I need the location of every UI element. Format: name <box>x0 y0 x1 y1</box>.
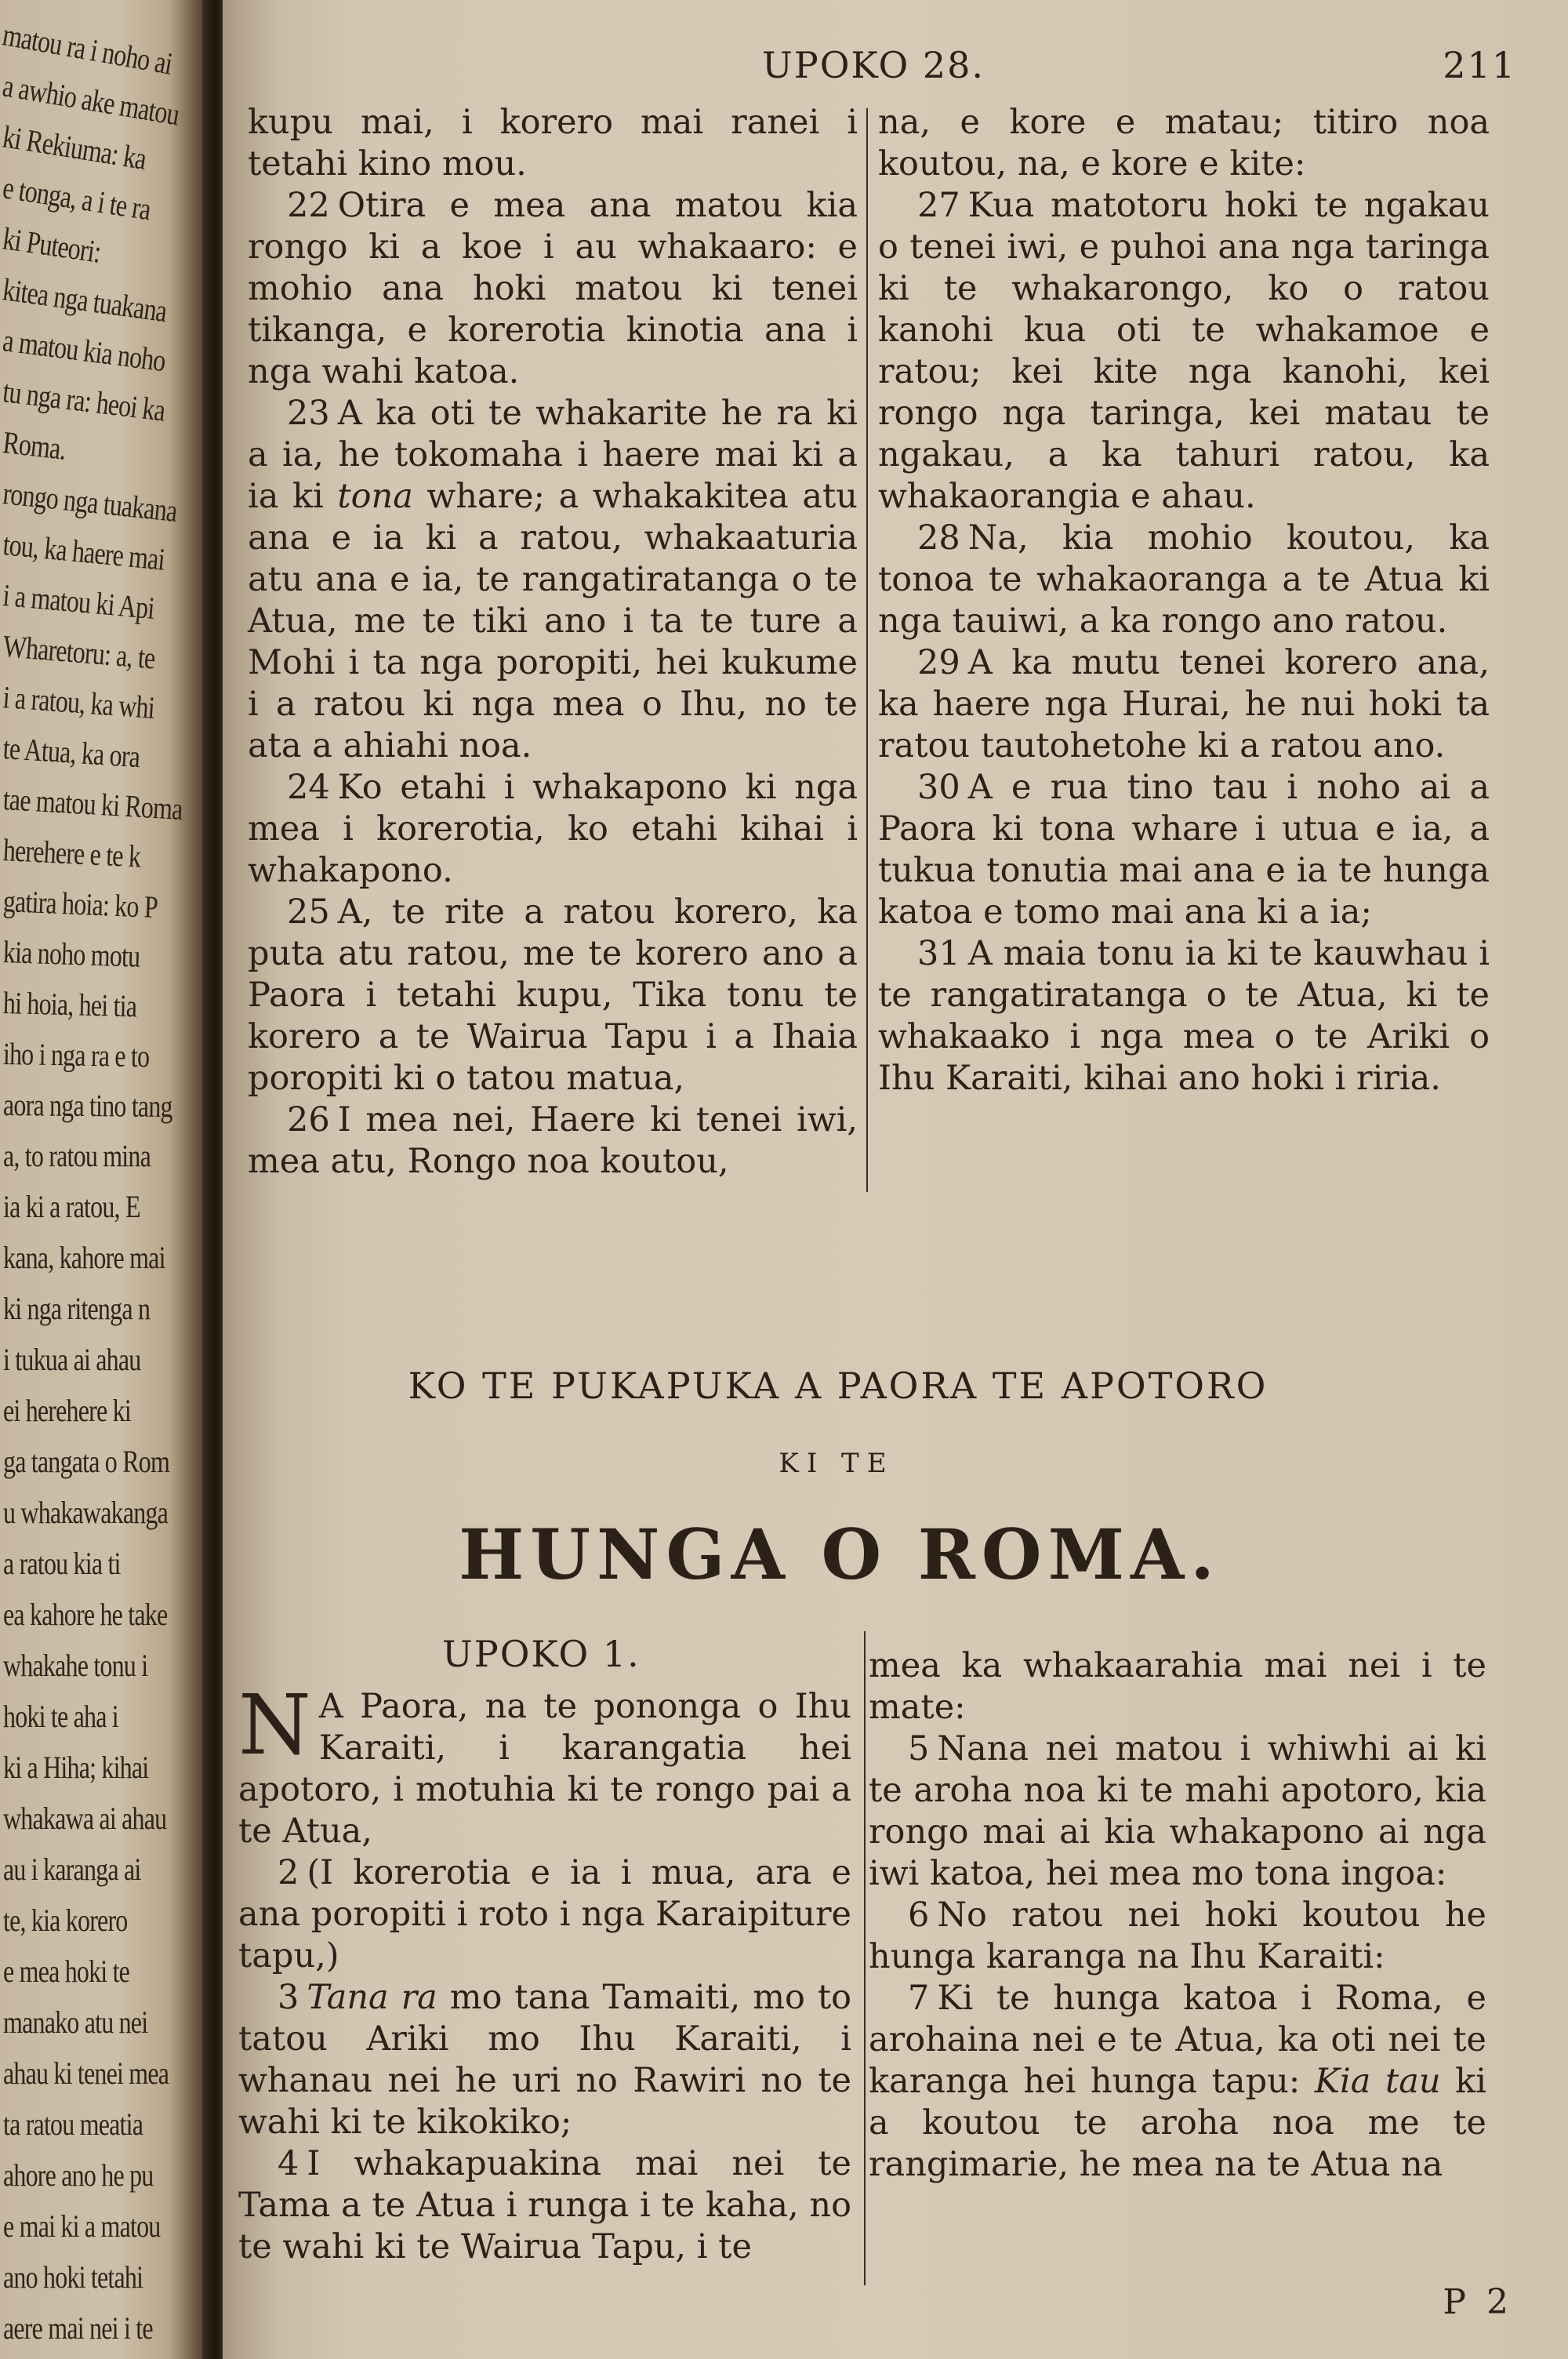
verse-number: 6 <box>908 1896 930 1935</box>
book-title-main: HUNGA O ROMA. <box>459 1514 1221 1595</box>
verse-text: A ka oti te whakarite he ra ki a ia, he tokomaha i haere mai ki a ia ki <box>248 394 858 516</box>
verse-number: 30 <box>917 768 960 807</box>
left-page-text-fragment: a matou kia noho <box>1 322 168 379</box>
left-page-text-fragment: whakawa ai ahau <box>3 1801 167 1836</box>
left-page-text-fragment: Wharetoru: a, te <box>2 628 157 676</box>
left-page-text-fragment: ei herehere ki <box>3 1393 131 1428</box>
verse <box>238 1852 851 1977</box>
left-page-text-fragment: aora nga tino tang <box>2 1087 172 1125</box>
verse-italic-text: Tana ra <box>307 1978 437 2017</box>
verse-number: 27 <box>917 186 960 225</box>
left-page-text-fragment: i tukua ai ahau <box>3 1342 141 1377</box>
verse-text: mo tana Tamaiti, mo to tatou Ariki mo Ihu Karaiti, i whanau nei he uri no Rawiri no te wahi ki te kikokiko; <box>238 1978 851 2142</box>
verse-italic-text: tona <box>337 477 413 516</box>
left-page-text-fragment: a awhio ake matou <box>0 67 182 133</box>
verse-number: 4 <box>278 2144 299 2183</box>
top-right-column <box>878 102 1490 1100</box>
verse-text: mea ka whakaarahia mai nei i te mate: <box>869 1646 1486 1727</box>
verse <box>869 1978 1486 2186</box>
left-page-text-fragment: a ratou kia ti <box>3 1546 121 1581</box>
left-page-text-fragment: ahau ki tenei mea <box>3 2055 169 2091</box>
left-page-text-fragment: e mai ki a matou <box>3 2208 161 2244</box>
left-page-text-fragment: ea kahore he take <box>3 1597 168 1632</box>
bottom-left-verses <box>238 1852 851 2268</box>
verse-text: ki a koutou te aroha noa me te rangimarie, he mea na te Atua na <box>869 2062 1486 2184</box>
page-number: 211 <box>1443 44 1516 86</box>
left-page-text-fragment: kana, kahore mai <box>3 1240 165 1275</box>
verse <box>248 185 858 393</box>
verse <box>878 933 1490 1100</box>
left-page-text-fragment: gatira hoia: ko P <box>2 883 158 925</box>
verse <box>248 102 858 185</box>
verse-number: 26 <box>287 1100 330 1140</box>
left-page-text-fragment: hoki te aha i <box>3 1699 118 1734</box>
verse-text: A maia tonu ia ki te kauwhau i te rangatiratanga o te Atua, ki te whakaako i nga mea o te Ariki o Ihu Karaiti, kihai ano hoki i riria. <box>878 934 1490 1098</box>
drop-cap: N <box>238 1677 311 1773</box>
left-facing-page <box>0 0 212 2359</box>
left-page-text-fragment: ki a Hiha; kihai <box>3 1750 149 1785</box>
left-page-text-fragment: au i karanga ai <box>3 1852 141 1887</box>
left-page-text-fragment: matou ra i noho ai <box>0 16 176 82</box>
left-page-text-fragment: i a ratou, ka whi <box>2 679 156 725</box>
left-page-text-fragment: tou, ka haere mai <box>1 526 166 577</box>
verse-text: No ratou nei hoki koutou he hunga karanga na Ihu Karaiti: <box>869 1896 1486 1976</box>
verse-text: I whakapuakina mai nei te Tama a te Atua i runga i te kaha, no te wahi ki te Wairua Tapu, i te <box>238 2144 851 2266</box>
verse <box>878 518 1490 642</box>
verse-number: 29 <box>917 643 960 682</box>
verse-text: whare; a whakakitea atu ana e ia ki a ratou, whakaaturia atu ana e ia, te rangatiratanga o te Atua, me te tiki ano i ta te ture a Mohi i ta nga poropiti, hei kukume i a ratou ki nga mea o Ihu, no te ata a ahiahi noa. <box>248 477 858 765</box>
verse-text: I mea nei, Haere ki tenei iwi, mea atu, Rongo noa koutou, <box>248 1100 858 1181</box>
bottom-right-column <box>869 1645 1486 2186</box>
left-page-text-fragment: whakahe tonu i <box>3 1648 148 1683</box>
left-page-text-fragment: ano hoki tetahi <box>3 2259 143 2295</box>
bottom-left-column <box>238 1677 851 2268</box>
verse <box>878 102 1490 185</box>
verse-text: Otira e mea ana matou kia rongo ki a koe i au whakaaro: e mohio ana hoki matou ki tenei tikanga, e korerotia kinotia ana i nga wahi katoa. <box>248 186 858 391</box>
left-page-text-fragment: ki Puteori: <box>0 220 103 270</box>
verse-text: Ki te hunga katoa i Roma, e arohaina nei e te Atua, ka oti nei te karanga hei hunga tapu: <box>869 1979 1486 2101</box>
chapter-heading: UPOKO 1. <box>442 1633 641 1675</box>
verse-text: Nana nei matou i whiwhi ai ki te aroha noa ki te mahi apotoro, kia rongo mai ai kia whakapono ai nga iwi katoa, hei mea mo tona ingoa: <box>869 1729 1486 1893</box>
verse <box>248 767 858 892</box>
verse <box>238 2143 851 2268</box>
left-page-text-fragment: aere mai nei i te <box>3 2310 153 2346</box>
left-page-text-fragment: e mea hoki te <box>3 1954 130 1989</box>
left-page-text-fragment: ki Rekiuma: ka <box>0 118 149 176</box>
top-left-column <box>248 102 858 1183</box>
verse <box>869 1645 1486 1728</box>
left-page-text-fragment: ia ki a ratou, E <box>3 1189 140 1224</box>
verse-text: A Paora, na te pononga o Ihu Karaiti, i karangatia hei apotoro, i motuhia ki te rongo pai a te Atua, <box>238 1687 851 1851</box>
column-rule-bottom <box>864 1631 866 2285</box>
verse <box>248 892 858 1100</box>
left-page-text-fragment: hi hoia, hei tia <box>2 985 137 1024</box>
running-head-title: UPOKO 28. <box>762 44 985 86</box>
left-page-text-fragment: a, to ratou mina <box>2 1138 151 1174</box>
left-page-text-fragment: e tonga, a i te ra <box>0 169 154 227</box>
verse-number: 7 <box>908 1979 930 2018</box>
left-page-text-fragment: iho i nga ra e to <box>2 1036 150 1074</box>
left-page-text-fragment: ga tangata o Rom <box>3 1444 170 1479</box>
verse-number: 23 <box>287 394 330 433</box>
book-title-line-1: KO TE PUKAPUKA A PAORA TE APOTORO <box>408 1365 1269 1407</box>
left-page-text-fragment: kia noho motu <box>2 934 141 974</box>
right-page <box>223 0 1568 2359</box>
verse-number: 2 <box>278 1853 299 1892</box>
verse-number: 3 <box>278 1978 299 2017</box>
column-rule-top <box>866 108 868 1192</box>
verse-number: 22 <box>287 186 330 225</box>
verse <box>248 393 858 767</box>
left-page-text-fragment: ta ratou meatia <box>3 2106 143 2142</box>
left-page-text-fragment: ahore ano he pu <box>3 2157 154 2193</box>
verse-text: (I korerotia e ia i mua, ara e ana poropiti i roto i nga Karaipiture tapu,) <box>238 1853 851 1976</box>
left-page-text-fragment: u whakawakanga <box>3 1495 169 1530</box>
verse <box>238 1977 851 2143</box>
verse-number: 24 <box>287 768 330 807</box>
left-page-text-fragment: i a matou ki Api <box>2 577 156 626</box>
verse <box>878 185 1490 518</box>
verse-text: kupu mai, i korero mai ranei i tetahi kino mou. <box>248 103 858 184</box>
left-page-text-fragment: Roma. <box>1 424 68 467</box>
left-page-text-fragment: tu nga ra: heoi ka <box>1 373 167 428</box>
left-page-text-fragment: te, kia korero <box>3 1903 128 1938</box>
verse-italic-text: Kia tau <box>1314 2062 1441 2101</box>
verse-text: Kua matotoru hoki te ngakau o tenei iwi, e puhoi ana nga taringa ki te whakarongo, ko o ratou kanohi kua oti te whakamoe e ratou; kei kite nga kanohi, kei rongo nga taringa, kei matau te ngakau, a ka tahuri ratou, ka whakaorangia e ahau. <box>878 186 1490 516</box>
verse <box>248 1100 858 1183</box>
verse-1 <box>238 1677 851 1852</box>
signature-mark: P 2 <box>1443 2282 1513 2322</box>
left-page-text-fragment: kitea nga tuakana <box>0 271 169 329</box>
left-page-text-fragment: herehere e te k <box>2 832 142 874</box>
verse-text: A ka mutu tenei korero ana, ka haere nga Hurai, he nui hoki ta ratou tautohetohe ki a ratou ano. <box>878 643 1490 765</box>
verse-number: 5 <box>908 1729 930 1768</box>
left-page-text-fragment: manako atu nei <box>3 2005 148 2040</box>
verse <box>869 1895 1486 1978</box>
verse-text: A e rua tino tau i noho ai a Paora ki tona whare i utua e ia, a tukua tonutia mai ana e ia te hunga katoa e tomo mai ana ki a ia; <box>878 768 1490 932</box>
verse <box>869 1728 1486 1895</box>
left-page-text-fragment: tae matou ki Roma <box>2 781 183 827</box>
verse <box>878 767 1490 933</box>
left-page-text-fragment: te Atua, ka ora <box>2 730 141 775</box>
verse-number: 28 <box>917 518 960 558</box>
left-page-text-fragment: rongo nga tuakana <box>1 475 179 529</box>
verse-text: na, e kore e matau; titiro noa koutou, na, e kore e kite: <box>878 103 1490 184</box>
verse-text: Ko etahi i whakapono ki nga mea i korerotia, ko etahi kihai i whakapono. <box>248 768 858 890</box>
verse-number: 25 <box>287 892 330 932</box>
verse-text: Na, kia mohio koutou, ka tonoa te whakaoranga a te Atua ki nga tauiwi, a ka rongo ano ratou. <box>878 518 1490 641</box>
verse-number: 31 <box>917 934 960 973</box>
left-page-text-fragment: ki nga ritenga n <box>3 1291 151 1326</box>
verse <box>878 642 1490 767</box>
book-title-line-2: KI TE <box>779 1448 895 1479</box>
verse-text: A, te rite a ratou korero, ka puta atu ratou, me te korero ano a Paora i tetahi kupu, Tika tonu te korero a te Wairua Tapu i a Ihaia poropiti ki o tatou matua, <box>248 892 858 1098</box>
